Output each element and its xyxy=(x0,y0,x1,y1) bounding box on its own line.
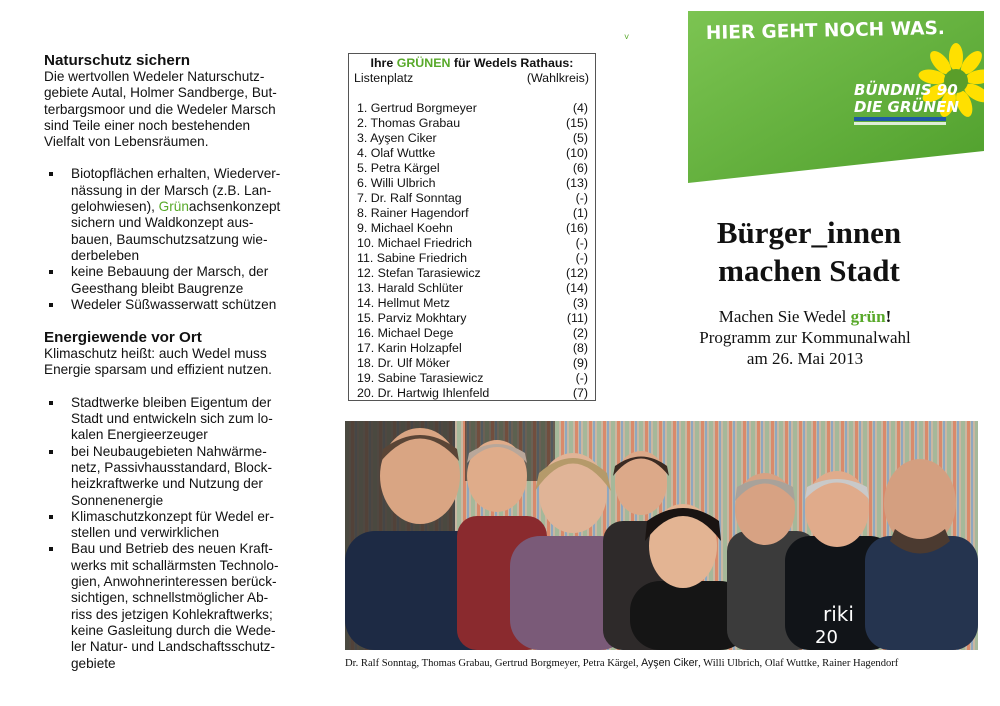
candidate-name: 14. Hellmut Metz xyxy=(357,296,450,310)
text-line: Die wertvollen Wedeler Naturschutz- xyxy=(44,69,265,84)
candidate-name: 5. Petra Kärgel xyxy=(357,161,440,175)
candidate-name: 6. Willi Ulbrich xyxy=(357,176,436,190)
bullet-item: Klimaschutzkonzept für Wedel er- stellen und verwirklichen xyxy=(71,509,306,542)
text-line: gebiete Autal, Holmer Sandberge, But- xyxy=(44,85,277,101)
candidate-row xyxy=(357,146,588,161)
party-name-line1: BÜNDNIS 90 xyxy=(854,81,958,99)
section-intro-naturschutz xyxy=(44,69,306,150)
svg-text:riki: riki xyxy=(823,602,854,626)
candidate-name: 4. Olaf Wuttke xyxy=(357,146,436,160)
party-white-bar xyxy=(854,122,946,125)
text-line: Energie sparsam und effizient nutzen. xyxy=(44,362,272,378)
candidate-name: 12. Stefan Tarasiewicz xyxy=(357,266,481,280)
candidate-name: 9. Michael Koehn xyxy=(357,221,453,235)
bullet-item: Biotopflächen erhalten, Wiederver- nässung in der Marsch (z.B. Lan- gelohwiesen), Grünachsenkonzept sichern und Waldkonzept aus- bauen, Baumschutzsatzung wie- derbeleben xyxy=(71,166,306,264)
bullet-item: Stadtwerke bleiben Eigentum der Stadt und entwickeln sich zum lo- kalen Energieerzeuger xyxy=(71,395,306,444)
candidate-name: 19. Sabine Tarasiewicz xyxy=(357,371,484,385)
candidate-row xyxy=(357,101,588,116)
candidate-district: (-) xyxy=(575,371,588,385)
photo-caption: Dr. Ralf Sonntag, Thomas Grabau, Gertrud Borgmeyer, Petra Kärgel, Ayşen Ciker, Willi Ulbrich, Olaf Wuttke, Rainer Hagendorf xyxy=(345,657,899,669)
bullet-item: bei Neubaugebieten Nahwärme- netz, Passivhausstandard, Block- heizkraftwerke und Nutzung der Sonnenenergie xyxy=(71,444,306,509)
candidate-row xyxy=(357,311,588,326)
candidate-row xyxy=(357,326,588,341)
candidate-name: 2. Thomas Grabau xyxy=(357,116,461,130)
party-name-line2: DIE GRÜNEN xyxy=(854,98,959,116)
candidate-district: (16) xyxy=(565,221,588,235)
group-photo-illustration xyxy=(345,421,978,650)
green-highlight: Grün xyxy=(158,199,189,215)
candidate-district: (4) xyxy=(572,101,588,115)
candidate-row xyxy=(357,356,588,371)
candidate-row xyxy=(357,296,588,311)
candidate-district: (15) xyxy=(565,116,588,130)
column-header-wahlkreis: (Wahlkreis) xyxy=(526,71,589,85)
candidate-district: (10) xyxy=(565,146,588,160)
candidate-name: 3. Ayşen Ciker xyxy=(357,131,437,145)
candidate-list-columns xyxy=(349,71,595,86)
banner-graphic xyxy=(688,11,984,183)
candidate-list-box xyxy=(348,53,596,401)
candidate-district: (6) xyxy=(572,161,588,175)
candidate-district: (12) xyxy=(565,266,588,280)
candidate-row xyxy=(357,161,588,176)
tick-mark: ˅ xyxy=(624,32,630,42)
candidate-district: (-) xyxy=(575,251,588,265)
candidate-district: (9) xyxy=(572,356,588,370)
text-line: terbargsmoor und die Wedeler Marsch xyxy=(44,101,276,117)
energiewende-bullet-list xyxy=(44,395,306,672)
section-title-energiewende: Energiewende vor Ort xyxy=(44,329,202,347)
title-line-1: Bürger_innen xyxy=(716,215,902,250)
naturschutz-bullet-list xyxy=(44,166,306,313)
bullet-item: keine Bebauung der Marsch, der Geesthang bleibt Baugrenze xyxy=(71,264,306,297)
candidate-row xyxy=(357,281,588,296)
candidate-rows xyxy=(349,101,595,401)
bullet-item: Wedeler Süßwasserwatt schützen xyxy=(71,297,306,313)
subtitle-line-1: Machen Sie Wedel grün! xyxy=(718,307,892,326)
section-title-naturschutz: Naturschutz sichern xyxy=(44,52,191,69)
candidate-name: 13. Harald Schlüter xyxy=(357,281,464,295)
subtitle-line-3: am 26. Mai 2013 xyxy=(746,349,864,368)
candidate-row xyxy=(357,236,588,251)
campaign-banner xyxy=(688,11,984,183)
candidate-row xyxy=(357,251,588,266)
candidate-row xyxy=(357,131,588,146)
candidate-name: 1. Gertrud Borgmeyer xyxy=(357,101,477,115)
candidate-row xyxy=(357,116,588,131)
candidate-row xyxy=(357,221,588,236)
candidate-name: 8. Rainer Hagendorf xyxy=(357,206,469,220)
candidate-name: 18. Dr. Ulf Möker xyxy=(357,356,450,370)
candidate-row xyxy=(357,371,588,386)
candidate-name: 17. Karin Holzapfel xyxy=(357,341,462,355)
candidate-name: 20. Dr. Hartwig Ihlenfeld xyxy=(357,386,490,400)
candidate-district: (1) xyxy=(572,206,588,220)
candidate-list-heading: Ihre GRÜNEN für Wedels Rathaus: xyxy=(370,56,574,70)
candidate-district: (5) xyxy=(572,131,588,145)
text-line: Vielfalt von Lebensräumen. xyxy=(44,134,209,150)
candidate-row xyxy=(357,341,588,356)
candidate-name: 15. Parviz Mokhtary xyxy=(357,311,467,325)
candidate-name: 10. Michael Friedrich xyxy=(357,236,473,250)
candidate-district: (-) xyxy=(575,236,588,250)
svg-text:20: 20 xyxy=(815,627,838,648)
candidate-district: (-) xyxy=(575,191,588,205)
candidate-row xyxy=(357,386,588,401)
left-column xyxy=(44,52,306,672)
column-header-listenplatz: Listenplatz xyxy=(354,71,414,85)
subtitle-block xyxy=(680,306,930,369)
candidate-row xyxy=(357,176,588,191)
candidate-row xyxy=(357,206,588,221)
candidate-district: (7) xyxy=(572,386,588,400)
candidate-district: (8) xyxy=(572,341,588,355)
text-line: sind Teile einer noch bestehenden xyxy=(44,117,251,133)
banner-slogan: HIER GEHT NOCH WAS. xyxy=(705,17,946,44)
candidate-district: (2) xyxy=(572,326,588,340)
candidate-district: (11) xyxy=(566,311,588,325)
candidate-name: 16. Michael Dege xyxy=(357,326,454,340)
candidate-district: (3) xyxy=(572,296,588,310)
candidate-district: (14) xyxy=(565,281,588,295)
party-blue-bar xyxy=(854,117,946,121)
text-line: Klimaschutz heißt: auch Wedel muss xyxy=(44,346,267,362)
candidate-district: (13) xyxy=(565,176,588,190)
candidate-name: 7. Dr. Ralf Sonntag xyxy=(357,191,462,205)
candidate-row xyxy=(357,266,588,281)
candidate-name: 11. Sabine Friedrich xyxy=(357,251,467,265)
group-photo xyxy=(345,421,978,650)
title-line-2: machen Stadt xyxy=(718,253,900,288)
subtitle-line-2: Programm zur Kommunalwahl xyxy=(699,328,911,347)
page-title xyxy=(690,214,928,290)
candidate-row xyxy=(357,191,588,206)
bullet-item: Bau und Betrieb des neuen Kraft- werks mit schallärmsten Technolo- gien, Anwohnerinteressen berück- sichtigen, schnellstmöglicher Ab- riss des jetzigen Kohlekraftwerks; keine Gasleitung durch die Wede- ler Natur- und Landschaftsschutz- gebiete xyxy=(71,541,306,671)
